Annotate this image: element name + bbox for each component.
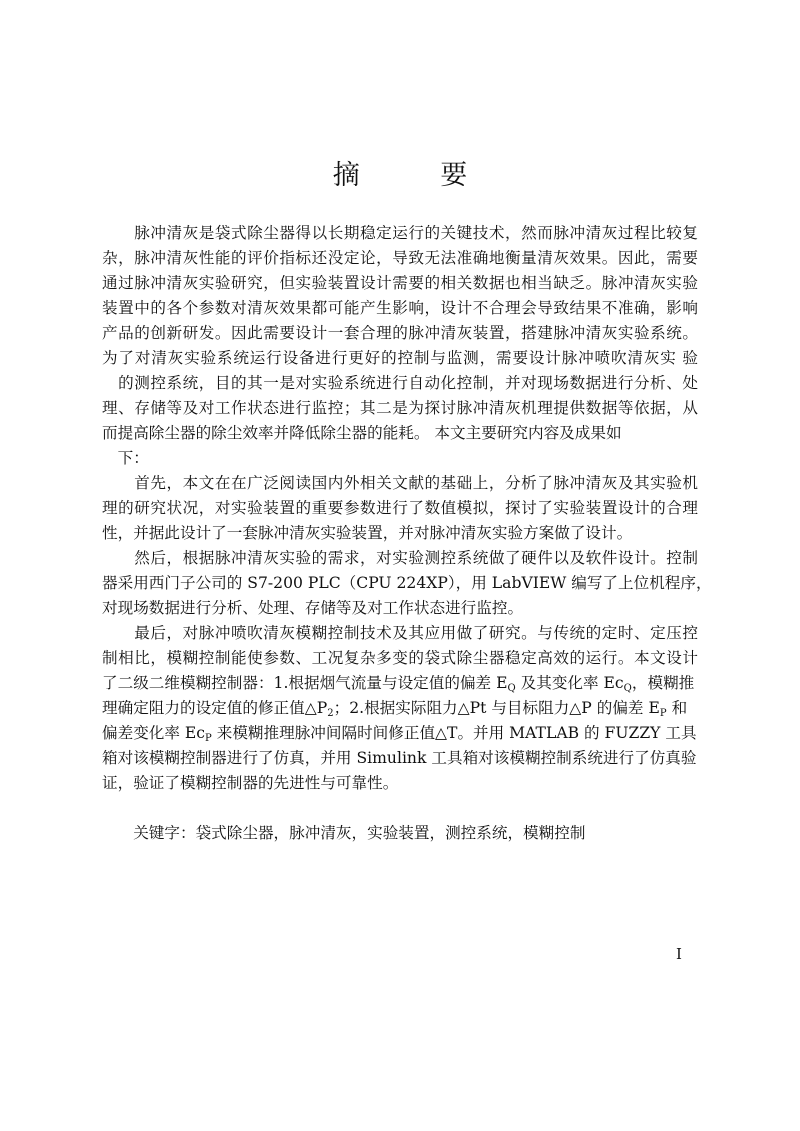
page-title: 摘 要 [332,160,504,191]
paragraph-line: 最后，对脉冲喷吹清灰模糊控制技术及其应用做了研究。与传统的定时、定压控 [102,624,698,642]
text-segment: 偏差变化率 Ec [102,724,206,742]
paragraph-line: 通过脉冲清灰实验研究，但实验装置设计需要的相关数据也相当缺乏。脉冲清灰实验 [102,274,698,292]
paragraph-line: 然后，根据脉冲清灰实验的需求，对实验测控系统做了硬件以及软件设计。控制 [102,549,698,567]
paragraph-line: 制相比，模糊控制能使参数、工况复杂多变的袋式除尘器稳定高效的运行。本文设计 [102,649,698,667]
text-segment: 及其变化率 Ec [515,674,624,692]
paragraph-line: 的测控系统，目的其一是对实验系统进行自动化控制，并对现场数据进行分析、处 [102,374,698,392]
paragraph-line: 脉冲清灰是袋式除尘器得以长期稳定运行的关键技术，然而脉冲清灰过程比较复 [102,224,698,242]
page-number: I [676,945,682,963]
paragraph-line: 证，验证了模糊控制器的先进性与可靠性。 [102,774,399,792]
paragraph-line: 装置中的各个参数对清灰效果都可能产生影响，设计不合理会导致结果不准确，影响 [102,299,698,317]
paragraph-line: 对现场数据进行分析、处理、存储等及对工作状态进行监控。 [102,599,524,617]
paragraph-line: 箱对该模糊控制器进行了仿真，并用 Simulink 工具箱对该模糊控制系统进行了仿真验 [102,749,697,767]
paragraph-line: 理的研究状况，对实验装置的重要参数进行了数值模拟，探讨了实验装置设计的合理 [102,499,698,517]
paragraph-line: 而提高除尘器的除尘效率并降低除尘器的能耗。 本文主要研究内容及成果如 [102,424,622,442]
paragraph-line: 理、存储等及对工作状态进行监控；其二是为探讨脉冲清灰机理提供数据等依据，从 [102,399,698,417]
subscript: Q [623,683,632,694]
keywords-line: 关键字：袋式除尘器，脉冲清灰，实验装置，测控系统，模糊控制 [102,824,586,842]
text-segment: 和 [666,699,688,717]
paragraph-line: 下： [102,449,149,467]
subscript: Q [507,683,516,694]
paragraph-line: 首先，本文在在广泛阅读国内外相关文献的基础上，分析了脉冲清灰及其实验机 [102,474,698,492]
paragraph-line: 为了对清灰实验系统运行设备进行更好的控制与监测，需要设计脉冲喷吹清灰实 验 [102,349,698,367]
text-segment: 了二级二维模糊控制器：1.根据烟气流量与设定值的偏差 E [102,674,508,692]
paragraph-line: 杂，脉冲清灰性能的评价指标还没定论，导致无法准确地衡量清灰效果。因此，需要 [102,249,698,267]
subscript: P [205,733,212,744]
paragraph-line: 器采用西门子公司的 S7-200 PLC（CPU 224XP），用 LabVIEW 编写了上位机程序， [102,574,712,592]
text-segment: ；2.根据实际阻力△Pt 与目标阻力△P 的偏差 E [333,699,660,717]
text-segment: 来模糊推理脉冲间隔时间修正值△T。并用 MATLAB 的 FUZZY 工具 [211,724,697,742]
paragraph-line: 产品的创新研发。因此需要设计一套合理的脉冲清灰装置，搭建脉冲清灰实验系统。 [102,324,698,342]
text-segment: ，模糊推 [631,674,695,692]
paragraph-line: 性，并据此设计了一套脉冲清灰实验装置，并对脉冲清灰实验方案做了设计。 [102,524,633,542]
text-segment: 理确定阻力的设定值的修正值△P [102,699,328,717]
subscript: P [659,708,667,719]
subscript: 2 [327,708,334,719]
